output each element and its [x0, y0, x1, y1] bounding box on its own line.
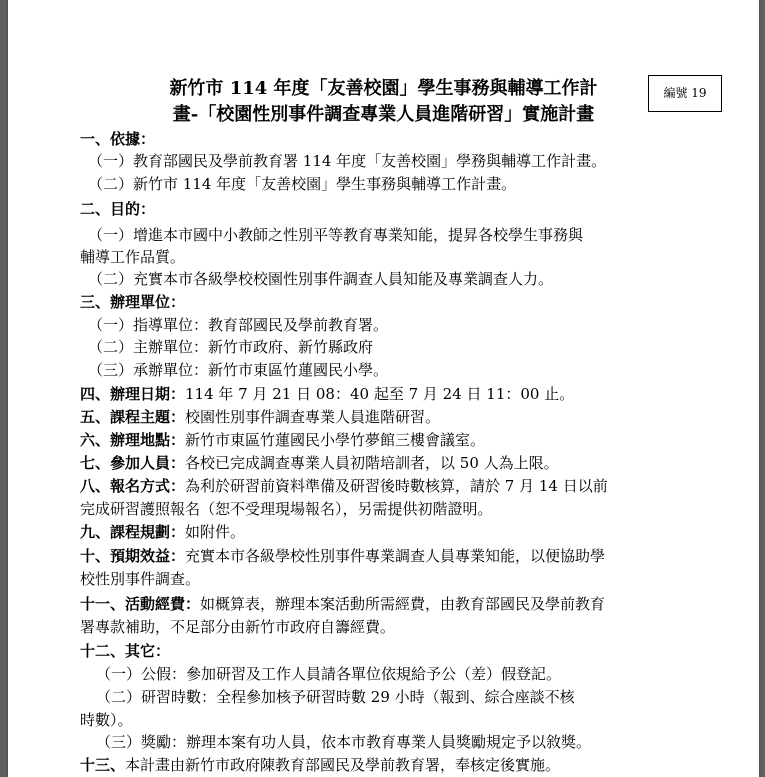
section-text: （二）新竹市 114 年度「友善校園」學生事務與輔導工作計畫。 — [88, 175, 517, 193]
document-line — [88, 150, 738, 172]
section-text: （一）教育部國民及學前教育署 114 年度「友善校園」學務與輔導工作計畫。 — [88, 152, 607, 170]
document-title-line2: 畫-「校園性別事件調查專業人員進階研習」實施計畫 — [172, 104, 595, 125]
document-number-badge: 編號 19 — [648, 75, 722, 112]
document-line — [80, 406, 730, 428]
section-heading: 七、參加人員： — [80, 454, 186, 472]
section-text: 校園性別事件調查專業人員進階研習。 — [185, 408, 441, 426]
document-page — [8, 0, 759, 777]
section-text: 校性別事件調查。 — [80, 570, 201, 588]
document-line — [88, 359, 738, 381]
document-line — [80, 521, 730, 543]
document-line — [80, 383, 730, 405]
section-text: 時數）。 — [80, 711, 133, 729]
document-line — [80, 616, 730, 638]
section-heading: 八、報名方式： — [80, 477, 186, 495]
document-line — [80, 291, 730, 313]
document-title-line1: 新竹市 114 年度「友善校園」學生事務與輔導工作計 — [169, 78, 598, 99]
section-heading: 三、辦理單位： — [80, 293, 186, 311]
section-text: （二）研習時數：全程參加核予研習時數 29 小時（報到、綜合座談不核 — [96, 688, 575, 706]
document-line — [96, 663, 746, 685]
document-line — [96, 686, 746, 708]
section-text: （一）指導單位：教育部國民及學前教育署。 — [88, 316, 389, 334]
document-line — [88, 224, 738, 246]
section-heading: 五、課程主題： — [80, 408, 186, 426]
document-line — [80, 475, 730, 497]
document-line — [80, 593, 730, 615]
document-line — [80, 128, 730, 150]
section-heading: 十一、活動經費： — [80, 595, 201, 613]
section-text: 充實本市各級學校性別事件專業調查人員專業知能，以便協助學 — [185, 547, 606, 565]
section-text: 本計畫由新竹市政府陳教育部國民及學前教育署，奉核定後實施。 — [125, 756, 561, 774]
section-heading: 十三、 — [80, 756, 126, 774]
document-line — [88, 336, 738, 358]
section-text: 如概算表，辦理本案活動所需經費，由教育部國民及學前教育 — [200, 595, 606, 613]
section-text: 為利於研習前資料準備及研習後時數核算，請於 7 月 14 日以前 — [185, 477, 608, 495]
section-text: 輔導工作品質。 — [80, 248, 186, 266]
document-line — [88, 314, 738, 336]
section-text: 如附件。 — [185, 523, 246, 541]
section-text: 新竹市東區竹蓮國民小學竹夢館三樓會議室。 — [185, 431, 486, 449]
document-line — [80, 754, 730, 776]
document-line — [80, 709, 730, 731]
section-text: （一）公假：參加研習及工作人員請各單位依規給予公（差）假登記。 — [96, 665, 562, 683]
section-text: 各校已完成調查專業人員初階培訓者，以 50 人為上限。 — [185, 454, 559, 472]
document-line — [80, 198, 730, 220]
section-heading: 九、課程規劃： — [80, 523, 186, 541]
document-line — [80, 429, 730, 451]
section-heading: 十、預期效益： — [80, 547, 186, 565]
section-heading: 四、辦理日期： — [80, 385, 186, 403]
section-text: （三）承辦單位：新竹市東區竹蓮國民小學。 — [88, 361, 389, 379]
document-line — [80, 568, 730, 590]
section-text: 114 年 7 月 21 日 08：40 起至 7 月 24 日 11：00 止。 — [185, 385, 575, 403]
document-line — [88, 268, 738, 290]
section-heading: 二、目的： — [80, 200, 156, 218]
section-heading: 一、依據： — [80, 130, 156, 148]
document-line — [80, 246, 730, 268]
section-heading: 十二、其它： — [80, 642, 171, 660]
document-line — [80, 545, 730, 567]
section-heading: 六、辦理地點： — [80, 431, 186, 449]
section-text: 完成研習護照報名（恕不受理現場報名），另需提供初階證明。 — [80, 500, 493, 518]
document-line — [80, 498, 730, 520]
section-text: （二）充實本市各級學校校園性別事件調查人員知能及專業調查人力。 — [88, 270, 554, 288]
section-text: （三）獎勵：辦理本案有功人員，依本市教育專業人員獎勵規定予以敘獎。 — [96, 733, 592, 751]
section-text: （二）主辦單位：新竹市政府、新竹縣政府 — [88, 338, 374, 356]
document-line — [96, 731, 746, 753]
section-text: 署專款補助，不足部分由新竹市政府自籌經費。 — [80, 618, 396, 636]
section-text: （一）增進本市國中小教師之性別平等教育專業知能，提昇各校學生事務與 — [88, 226, 584, 244]
document-line — [88, 173, 738, 195]
document-line — [80, 452, 730, 474]
document-line — [80, 640, 730, 662]
